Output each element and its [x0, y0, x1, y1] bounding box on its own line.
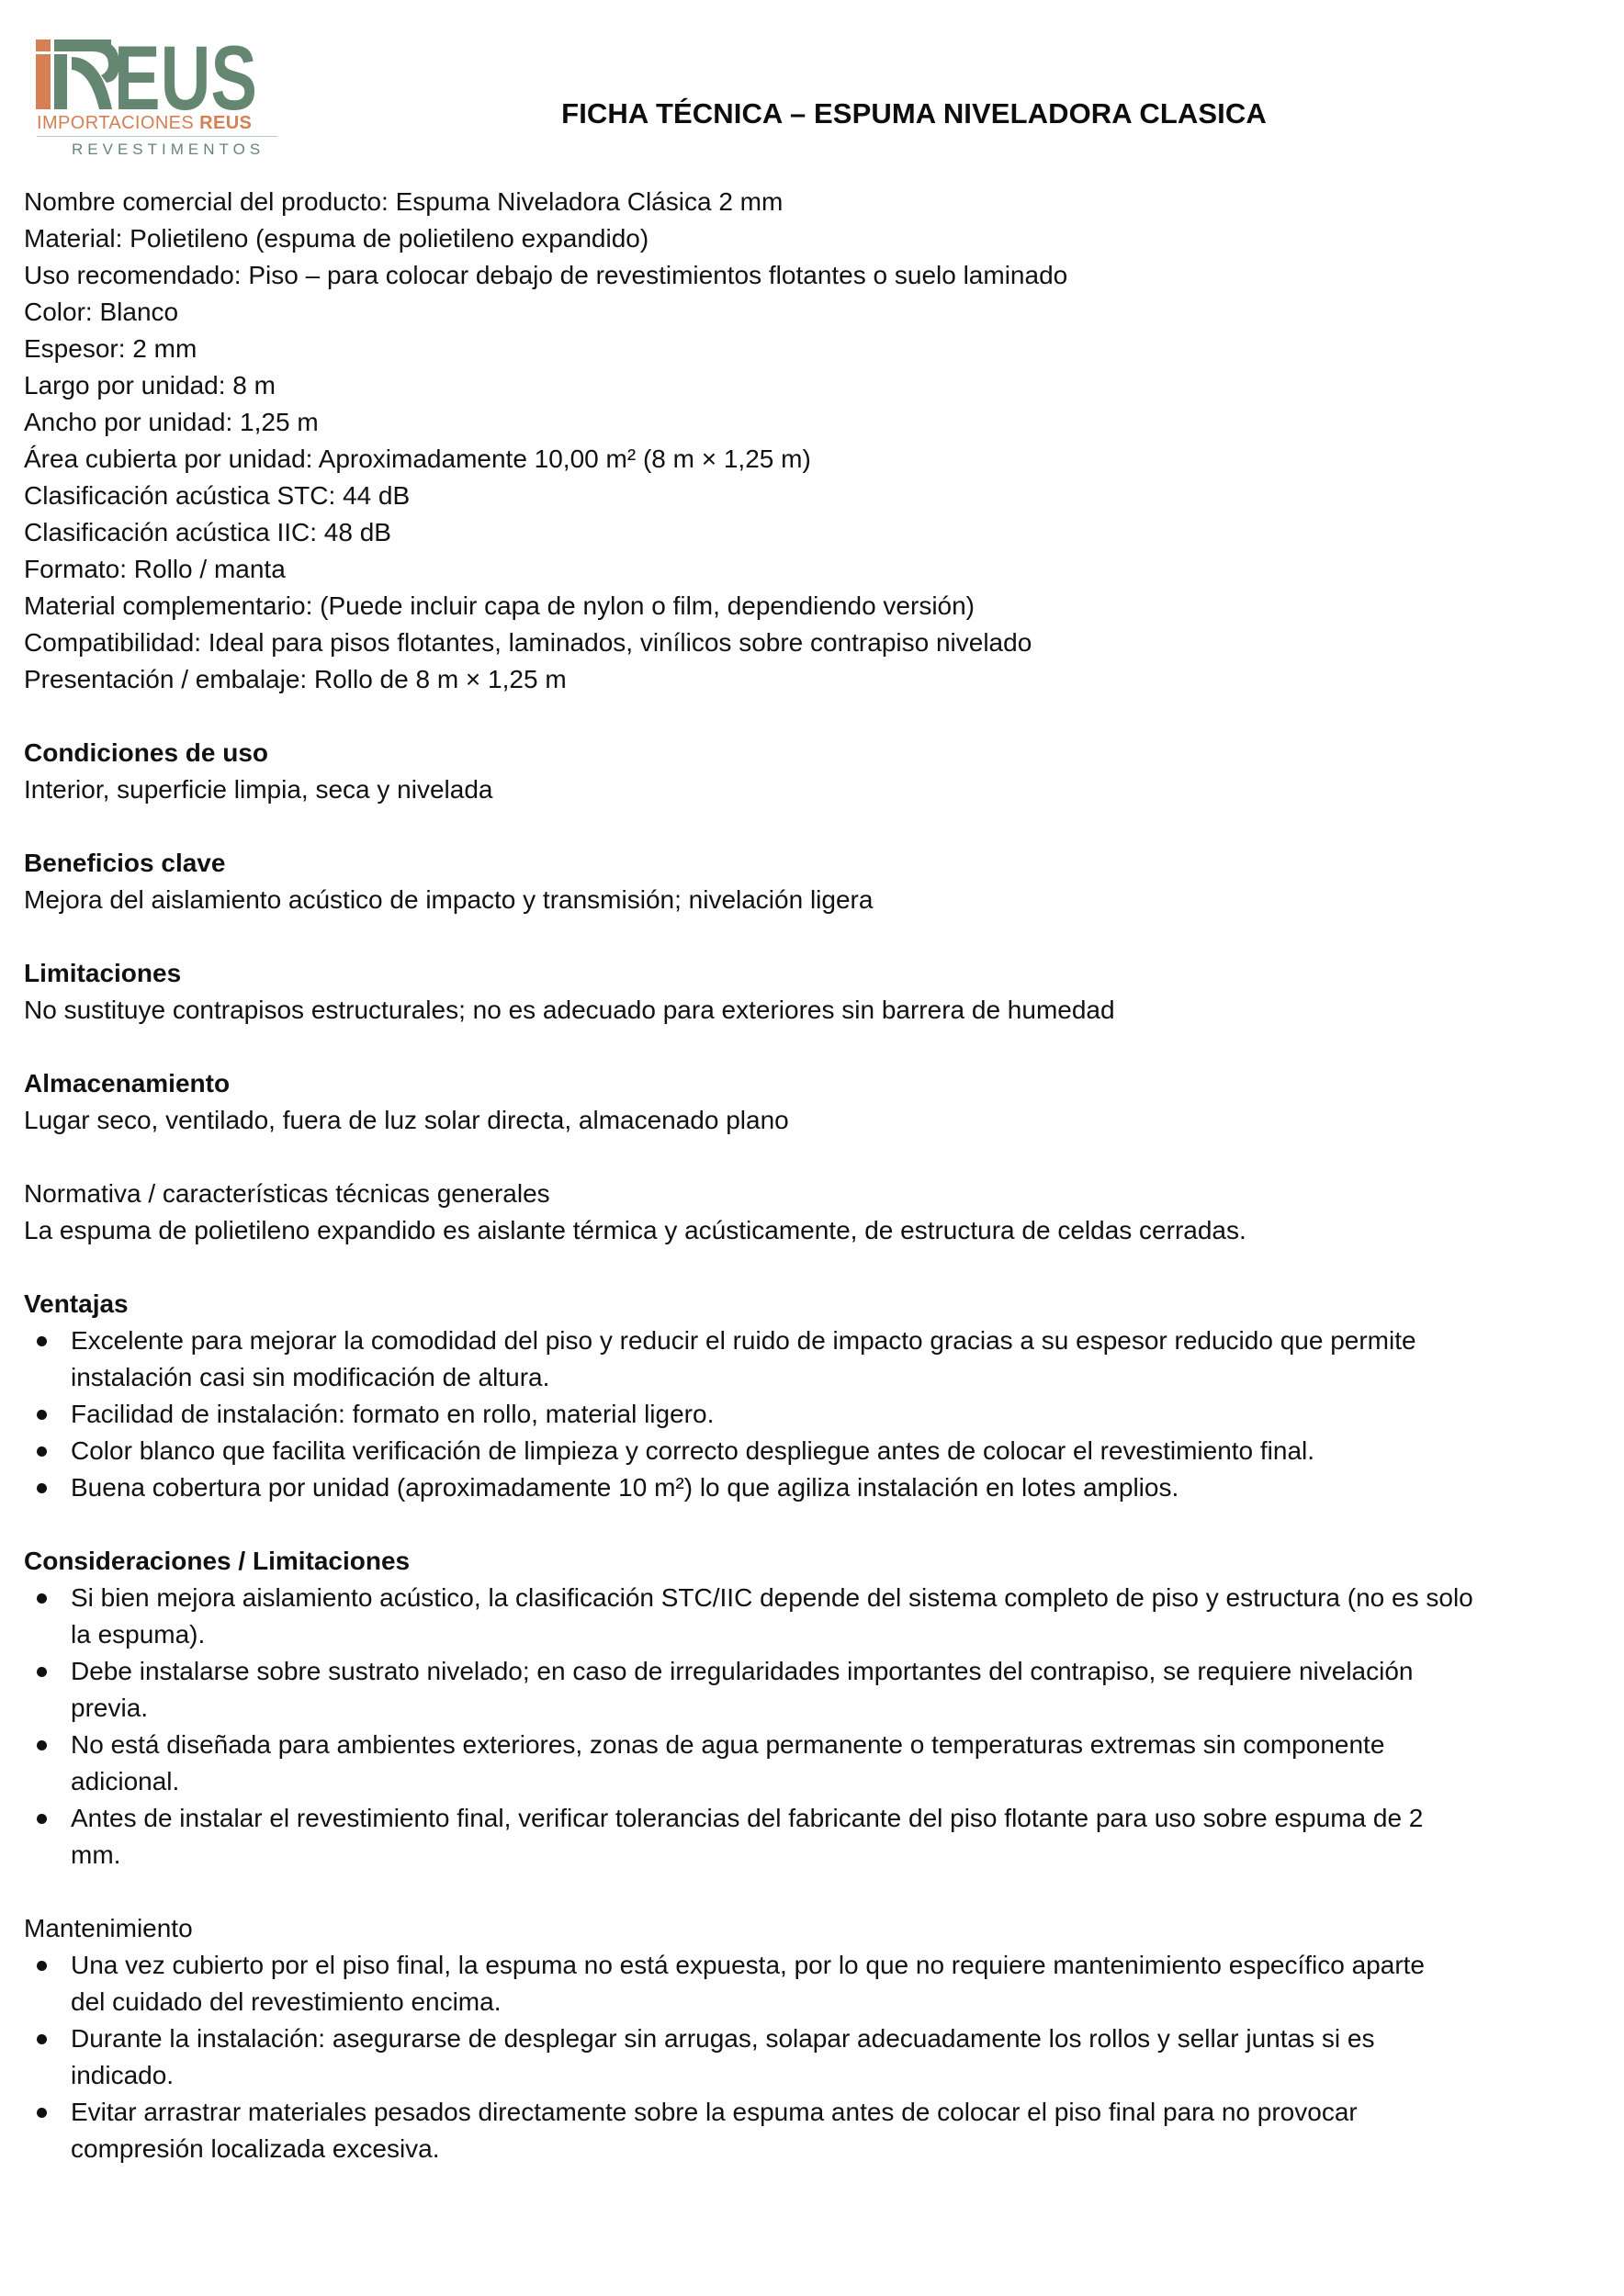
section-heading: Consideraciones / Limitaciones	[24, 1547, 411, 1575]
section-condiciones	[24, 735, 1613, 808]
bullet-item	[24, 1469, 1613, 1506]
spec-item: Uso recomendado: Piso – para colocar debajo de revestimientos flotantes o suelo laminado	[24, 261, 1068, 289]
bullet-line: indicado.	[71, 2061, 175, 2089]
section-mantenimiento	[24, 1910, 1613, 2167]
bullet-line: Facilidad de instalación: formato en rollo, material ligero.	[71, 1400, 715, 1428]
section-ventajas	[24, 1286, 1613, 1506]
logo-company-name	[37, 115, 277, 131]
spacer	[24, 1506, 1613, 1543]
section-heading: Mantenimiento	[24, 1914, 193, 1942]
section-beneficios	[24, 845, 1613, 918]
section-text: No sustituye contrapisos estructurales; no es adecuado para exteriores sin barrera de humedad	[24, 996, 1115, 1024]
bullet-icon	[37, 1740, 47, 1750]
spacer	[24, 808, 1613, 845]
bullet-line: Buena cobertura por unidad (aproximadamente 10 m²) lo que agiliza instalación en lotes amplios.	[71, 1473, 1179, 1502]
section-text: La espuma de polietileno expandido es aislante térmica y acústicamente, de estructura de celdas cerradas.	[24, 1216, 1246, 1244]
spec-item: Ancho por unidad: 1,25 m	[24, 408, 319, 436]
section-heading: Condiciones de uso	[24, 738, 269, 767]
spacer	[24, 1029, 1613, 1065]
bullet-line: Durante la instalación: asegurarse de desplegar sin arrugas, solapar adecuadamente los rollos y sellar juntas si es	[71, 2024, 1375, 2053]
bullet-line: adicional.	[71, 1767, 180, 1795]
logo-r-stem	[54, 54, 67, 109]
spec-item: Material: Polietileno (espuma de polietileno expandido)	[24, 224, 649, 253]
logo-letters: EUS	[114, 37, 257, 129]
bullet-icon	[37, 1410, 47, 1420]
bullet-line: Si bien mejora aislamiento acústico, la clasificación STC/IIC depende del sistema completo de piso y estructura (no es solo	[71, 1583, 1473, 1612]
logo-tagline: REVESTIMENTOS	[72, 141, 265, 158]
company-logo	[35, 37, 281, 161]
bullet-line: instalación casi sin modificación de altura.	[71, 1363, 550, 1391]
spec-item: Formato: Rollo / manta	[24, 555, 286, 583]
spec-list	[24, 184, 1613, 698]
bullet-item	[24, 1580, 1613, 1653]
spec-item: Clasificación acústica STC: 44 dB	[24, 481, 411, 510]
spacer	[24, 1249, 1613, 1286]
bullet-icon	[37, 1483, 47, 1493]
spec-sheet-body	[24, 184, 1613, 2167]
bullet-item	[24, 1947, 1613, 2020]
section-normativa	[24, 1176, 1613, 1249]
spec-item: Área cubierta por unidad: Aproximadamente 10,00 m² (8 m × 1,25 m)	[24, 445, 811, 473]
logo-company-accent: REUS	[199, 113, 253, 133]
bullet-line: No está diseñada para ambientes exteriores, zonas de agua permanente o temperaturas extremas sin componente	[71, 1730, 1385, 1759]
bullet-line: mm.	[71, 1840, 121, 1869]
logo-company: IMPORTACIONES	[37, 113, 195, 133]
bullet-icon	[37, 2034, 47, 2044]
logo-i-dot	[36, 39, 51, 51]
bullet-item	[24, 1396, 1613, 1433]
section-almacenamiento	[24, 1065, 1613, 1139]
section-heading: Normativa / características técnicas generales	[24, 1179, 550, 1208]
bullet-icon	[37, 1336, 47, 1346]
spec-item: Clasificación acústica IIC: 48 dB	[24, 518, 391, 546]
bullet-line: Una vez cubierto por el piso final, la espuma no está expuesta, por lo que no requiere mantenimiento específico aparte	[71, 1951, 1425, 1979]
bullet-line: Debe instalarse sobre sustrato nivelado; en caso de irregularidades importantes del contrapiso, se requiere nivelación	[71, 1657, 1414, 1685]
section-heading: Ventajas	[24, 1289, 129, 1318]
spacer	[24, 1139, 1613, 1176]
section-limitaciones	[24, 955, 1613, 1029]
bullet-item	[24, 1727, 1613, 1800]
spacer	[24, 1874, 1613, 1910]
spec-item: Material complementario: (Puede incluir capa de nylon o film, dependiendo versión)	[24, 591, 976, 620]
spec-item: Nombre comercial del producto: Espuma Niveladora Clásica 2 mm	[24, 187, 784, 216]
section-text: Mejora del aislamiento acústico de impacto y transmisión; nivelación ligera	[24, 885, 874, 914]
bullet-line: Excelente para mejorar la comodidad del piso y reducir el ruido de impacto gracias a su espesor reducido que permite	[71, 1326, 1416, 1355]
bullet-line: Evitar arrastrar materiales pesados directamente sobre la espuma antes de colocar el piso final para no provocar	[71, 2098, 1358, 2126]
spec-item: Compatibilidad: Ideal para pisos flotantes, laminados, vinílicos sobre contrapiso nivelado	[24, 628, 1032, 657]
section-text: Lugar seco, ventilado, fuera de luz solar directa, almacenado plano	[24, 1106, 789, 1134]
bullet-icon	[37, 1814, 47, 1824]
page-title: FICHA TÉCNICA – ESPUMA NIVELADORA CLASICA	[561, 97, 1267, 129]
bullet-icon	[37, 1667, 47, 1677]
section-consideraciones	[24, 1543, 1613, 1874]
bullet-item	[24, 1653, 1613, 1727]
logo-divider	[37, 136, 277, 137]
bullet-icon	[37, 1961, 47, 1971]
section-heading: Limitaciones	[24, 959, 182, 987]
spec-item: Espesor: 2 mm	[24, 334, 197, 363]
section-heading: Almacenamiento	[24, 1069, 231, 1097]
section-text: Interior, superficie limpia, seca y nivelada	[24, 775, 493, 804]
bullet-item	[24, 1800, 1613, 1874]
bullet-item	[24, 1433, 1613, 1469]
bullet-line: compresión localizada excesiva.	[71, 2134, 440, 2163]
bullet-line: del cuidado del revestimiento encima.	[71, 1987, 502, 2016]
bullet-icon	[37, 1593, 47, 1604]
bullet-line: la espuma).	[71, 1620, 206, 1649]
bullet-item	[24, 2094, 1613, 2167]
bullet-line: Color blanco que facilita verificación de limpieza y correcto despliegue antes de colocar el revestimiento final.	[71, 1436, 1315, 1465]
section-heading: Beneficios clave	[24, 849, 226, 877]
bullet-icon	[37, 2108, 47, 2118]
spec-item: Presentación / embalaje: Rollo de 8 m × 1,25 m	[24, 665, 567, 693]
spec-item: Largo por unidad: 8 m	[24, 371, 276, 400]
spec-item: Color: Blanco	[24, 298, 179, 326]
bullet-item	[24, 2020, 1613, 2094]
logo-i-stem	[36, 54, 51, 109]
logo-r-arc	[72, 57, 112, 109]
bullet-icon	[37, 1446, 47, 1457]
bullet-line: previa.	[71, 1694, 149, 1722]
bullet-item	[24, 1322, 1613, 1396]
spacer	[24, 918, 1613, 955]
spacer	[24, 698, 1613, 735]
bullet-line: Antes de instalar el revestimiento final, verificar tolerancias del fabricante del piso flotante para uso sobre espuma de 2	[71, 1804, 1424, 1832]
